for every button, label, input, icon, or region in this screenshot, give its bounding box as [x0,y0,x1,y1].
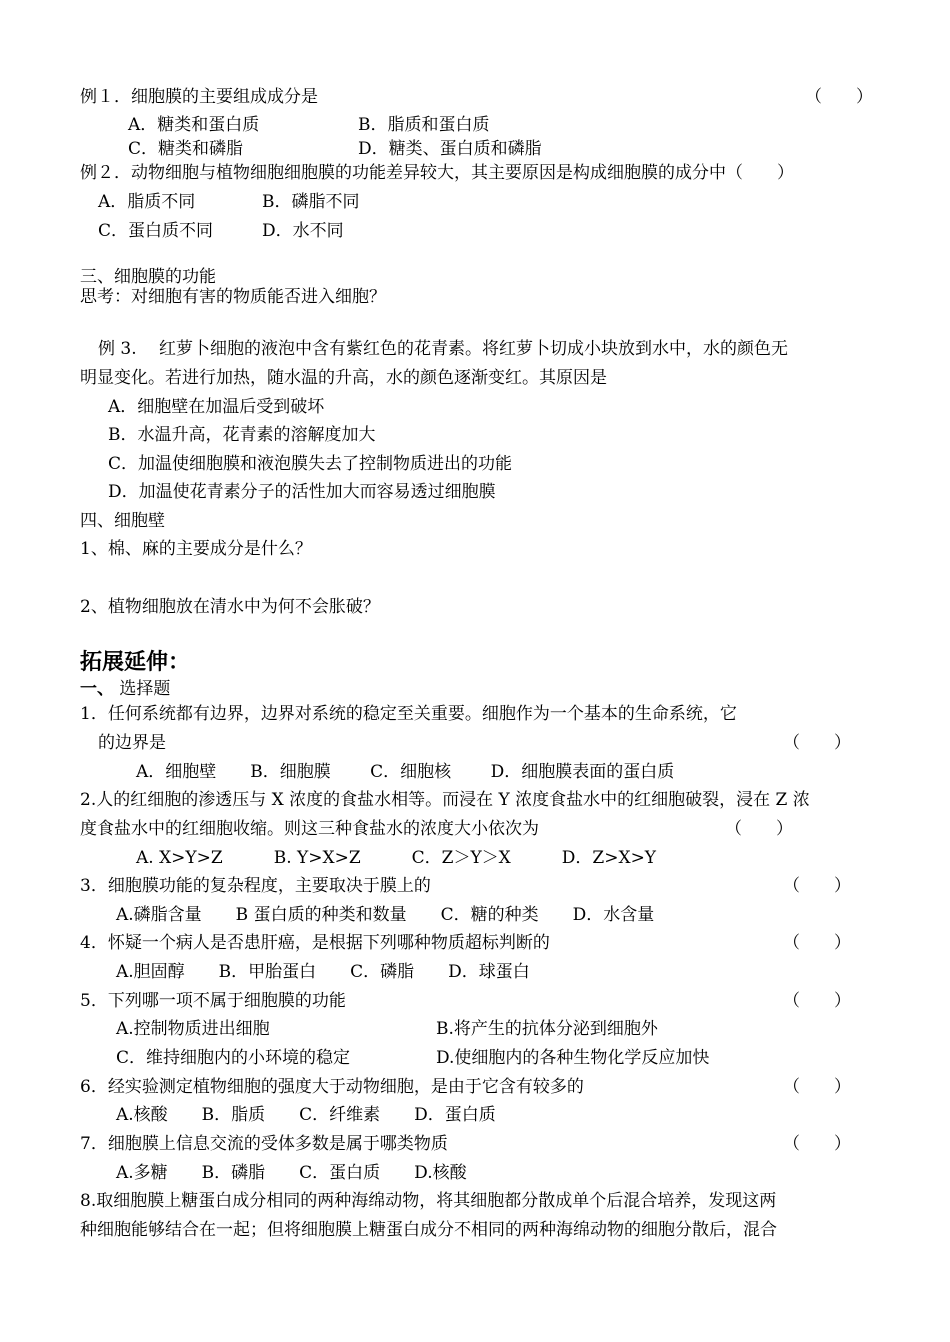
example-3-option-c: C．加温使细胞膜和液泡膜失去了控制物质进出的功能 [108,454,513,474]
example-1-answer-paren: （ ） [805,87,873,107]
q5-option-a: A.控制物质进出细胞 [116,1019,270,1039]
q4-question: 4．怀疑一个病人是否患肝癌，是根据下列哪种物质超标判断的 [80,933,550,953]
example-3-option-b: B．水温升高，花青素的溶解度加大 [108,425,376,445]
choice-section-label: 选择题 [119,679,171,699]
q2-options: A. X>Y>Z B. Y>X>Z C．Z＞Y＞X D．Z>X>Y [136,848,657,868]
q2-line-1: 2.人的红细胞的渗透压与 X 浓度的食盐水相等。而浸在 Y 浓度食盐水中的红细胞破裂，浸在 Z 浓 [80,790,810,810]
q5-question: 5．下列哪一项不属于细胞膜的功能 [80,991,346,1011]
q2-answer-paren: （ ） [725,819,793,839]
q5-answer-paren: （ ） [783,991,851,1011]
section-3-thinking-question: 思考：对细胞有害的物质能否进入细胞？ [80,287,386,307]
example-3-option-a: A．细胞壁在加温后受到破坏 [108,397,325,417]
q7-options: A.多糖 B．磷脂 C．蛋白质 D.核酸 [116,1163,467,1183]
example-2-option-c: C．蛋白质不同 [98,221,214,241]
q2-line-2: 度食盐水中的红细胞收缩。则这三种食盐水的浓度大小依次为 [80,819,539,839]
example-1-option-c: C．糖类和磷脂 [128,139,244,159]
q6-answer-paren: （ ） [783,1077,851,1097]
example-2-option-b: B．磷脂不同 [262,192,360,212]
example-3-question-line-2: 明显变化。若进行加热，随水温的升高，水的颜色逐渐变红。其原因是 [80,368,607,388]
q1-line-2: 的边界是 [98,733,166,753]
q5-option-c: C．维持细胞内的小环境的稳定 [116,1048,351,1068]
example-1-option-b: B．脂质和蛋白质 [358,115,490,135]
q6-options: A.核酸 B．脂质 C．纤维素 D．蛋白质 [116,1105,496,1125]
example-1-option-a: A．糖类和蛋白质 [128,115,260,135]
example-2-question: 例２．动物细胞与植物细胞细胞膜的功能差异较大，其主要原因是构成细胞膜的成分中（ ） [80,163,794,183]
q7-question: 7．细胞膜上信息交流的受体多数是属于哪类物质 [80,1134,448,1154]
q3-options: A.磷脂含量 B 蛋白质的种类和数量 C．糖的种类 D．水含量 [116,905,655,925]
section-4-title: 四、细胞壁 [80,511,165,531]
q4-answer-paren: （ ） [783,933,851,953]
example-3-question-line-1: 例 3. 红萝卜细胞的液泡中含有紫红色的花青素。将红萝卜切成小块放到水中，水的颜色无 [98,339,789,359]
section-3-title: 三、细胞膜的功能 [80,267,216,287]
q8-line-2: 种细胞能够结合在一起；但将细胞膜上糖蛋白成分不相同的两种海绵动物的细胞分散后，混合 [80,1220,777,1240]
q3-answer-paren: （ ） [783,876,851,896]
example-3-option-d: D．加温使花青素分子的活性加大而容易透过细胞膜 [108,482,496,502]
section-4-question-2: 2、植物细胞放在清水中为何不会胀破？ [80,597,380,617]
example-1-question: 例１．细胞膜的主要组成成分是 [80,87,318,107]
q7-answer-paren: （ ） [783,1134,851,1154]
choice-section-number: 一、 [80,679,114,699]
choice-section-heading [80,678,170,700]
q1-line-1: 1．任何系统都有边界，边界对系统的稳定至关重要。细胞作为一个基本的生命系统，它 [80,704,737,724]
extension-heading: 拓展延伸： [80,650,191,675]
section-4-question-1: 1、棉、麻的主要成分是什么？ [80,539,312,559]
q8-line-1: 8.取细胞膜上糖蛋白成分相同的两种海绵动物，将其细胞都分散成单个后混合培养，发现这两 [80,1191,777,1211]
q3-question: 3．细胞膜功能的复杂程度，主要取决于膜上的 [80,876,431,896]
q6-question: 6．经实验测定植物细胞的强度大于动物细胞，是由于它含有较多的 [80,1077,584,1097]
q5-option-b: B.将产生的抗体分泌到细胞外 [436,1019,658,1039]
example-2-option-d: D．水不同 [262,221,344,241]
q1-options: A．细胞壁 B．细胞膜 C．细胞核 D．细胞膜表面的蛋白质 [136,762,675,782]
example-2-option-a: A．脂质不同 [98,192,196,212]
q5-option-d: D.使细胞内的各种生物化学反应加快 [436,1048,710,1068]
q4-options: A.胆固醇 B．甲胎蛋白 C．磷脂 D．球蛋白 [116,962,530,982]
example-1-option-d: D．糖类、蛋白质和磷脂 [358,139,542,159]
q1-answer-paren: （ ） [783,733,851,753]
